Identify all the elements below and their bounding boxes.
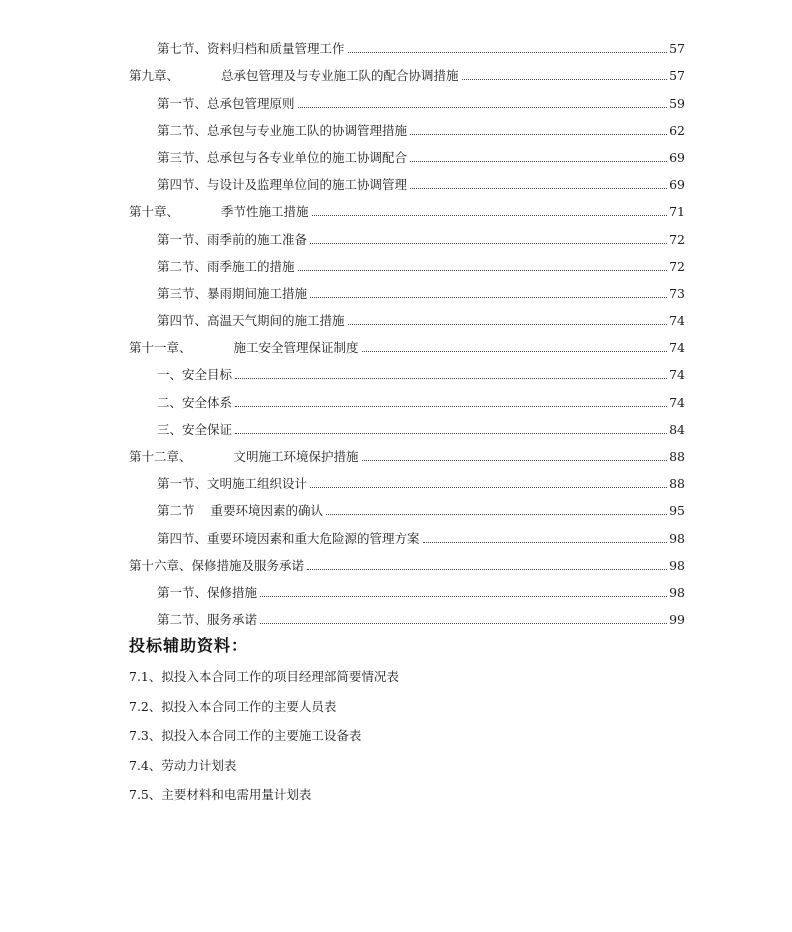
toc-page-number: 88 [669,449,685,464]
toc-title-segment: 第二节、服务承诺 [157,612,258,628]
toc-title-segment: 第二节、雨季施工的措施 [157,258,295,274]
toc-dot-leader [298,107,668,108]
toc-section-entry[interactable] [129,411,685,438]
toc-entry-title [157,476,307,492]
toc-entry-title [157,123,407,139]
toc-dot-leader [298,270,668,271]
toc-entry-title [157,367,232,383]
toc-title-segment: 第一节、雨季前的施工准备 [157,231,308,247]
aux-item: 7.2、拟投入本合同工作的主要人员表 [129,698,337,714]
toc-section-entry[interactable] [129,492,685,519]
toc-title-segment: 第二节 [157,503,195,519]
toc-title-segment: 第二节、总承包与专业施工队的协调管理措施 [157,122,408,138]
toc-section-entry[interactable] [129,166,685,193]
toc-dot-leader [312,215,668,216]
toc-dot-leader [310,243,667,244]
toc-section-entry[interactable] [129,139,685,166]
toc-title-segment: 施工安全管理保证制度 [233,340,359,356]
toc-page-number: 74 [669,367,685,383]
toc-page-number: 72 [669,231,685,247]
toc-dot-leader [362,351,668,352]
toc-page-number: 95 [669,503,685,519]
toc-section-entry[interactable] [129,574,685,601]
toc-entry-title [157,313,345,329]
toc-dot-leader [348,324,668,325]
toc-title-segment: 第九章、 [129,68,180,84]
toc-chapter-entry[interactable] [129,547,685,574]
toc-title-segment: 第十一章、 [129,340,192,356]
toc-page-number: 69 [669,149,685,165]
toc-page-number: 99 [669,612,685,628]
toc-title-segment: 第十二章、 [129,449,192,464]
toc-page-number: 71 [669,204,685,220]
aux-item: 7.3、拟投入本合同工作的主要施工设备表 [129,728,362,743]
toc-section-entry[interactable] [129,112,685,139]
toc-dot-leader [235,433,667,434]
toc-title-segment: 第一节、总承包管理原则 [157,95,295,111]
toc-page-number: 62 [669,122,685,138]
toc-title-segment: 第四节、重要环境因素和重大危险源的管理方案 [157,530,420,546]
toc-entry-title [157,612,257,628]
aux-item: 7.4、劳动力计划表 [129,757,237,773]
toc-title-segment: 第一节、保修措施 [157,584,258,600]
toc-title-segment: 重要环境因素的确认 [210,503,324,519]
toc-dot-leader [348,52,668,53]
aux-item: 7.1、拟投入本合同工作的项目经理部简要情况表 [129,669,399,684]
toc-dot-leader [235,406,667,407]
toc-section-entry[interactable] [129,465,685,492]
toc-section-entry[interactable] [129,30,685,57]
toc-title-segment: 文明施工环境保护措施 [233,449,359,464]
toc-title-segment: 第三节、总承包与各专业单位的施工协调配合 [157,149,408,165]
toc-section-entry[interactable] [129,356,685,383]
toc-dot-leader [410,188,667,189]
toc-title-segment: 总承包管理及与专业施工队的配合协调措施 [221,68,459,84]
toc-title-segment: 第四节、高温天气期间的施工措施 [157,313,345,329]
toc-page-number: 59 [669,95,685,111]
toc-chapter-entry[interactable] [129,329,685,356]
toc-section-entry[interactable] [129,248,685,275]
toc-page-number: 73 [669,285,685,301]
toc-entry-title [157,259,295,275]
toc-title-segment: 第七节、资料归档和质量管理工作 [157,41,345,57]
toc-dot-leader [307,569,667,570]
toc-section-entry[interactable] [129,601,685,628]
toc-dot-leader [423,542,668,543]
toc-dot-leader [260,623,667,624]
toc-dot-leader [310,297,667,298]
aux-materials-list [129,662,399,810]
aux-materials-heading: 投标辅助资料： [129,636,249,655]
toc-page-number: 69 [669,177,685,193]
toc-entry-title [157,422,232,438]
toc-entry-title [129,68,459,84]
toc-title-segment: 第四节、与设计及监理单位间的施工协调管理 [157,177,408,193]
toc-entry-title [129,204,309,220]
toc-entry-title [157,41,345,57]
toc-page-number: 98 [669,530,685,546]
toc-entry-title [157,232,307,248]
toc-chapter-entry[interactable] [129,438,685,465]
toc-page-number: 72 [669,258,685,274]
toc-dot-leader [410,134,667,135]
toc-entry-title [157,177,407,193]
toc-entry-title [157,96,295,112]
toc-entry-title [157,150,407,166]
toc-title-segment: 二、安全体系 [157,394,233,410]
toc-title-segment: 季节性施工措施 [221,204,309,220]
toc-title-segment: 第十章、 [129,204,180,220]
toc-page-number: 74 [669,340,685,356]
toc-entry-title [157,585,257,601]
toc-title-segment: 第十六章、保修措施及服务承诺 [129,557,305,573]
toc-entry-title [129,340,359,356]
toc-entry-title [157,531,420,547]
toc-entry-title [157,503,323,519]
toc-page-number: 57 [669,41,685,57]
toc-entry-title [129,558,304,574]
toc-dot-leader [310,487,667,488]
toc-dot-leader [235,378,667,379]
toc-section-entry[interactable] [129,220,685,247]
toc-page-number: 57 [669,68,685,84]
toc-section-entry[interactable] [129,383,685,410]
toc-page-number: 74 [669,313,685,329]
toc-chapter-entry[interactable] [129,57,685,84]
toc-page-number: 98 [669,584,685,600]
toc-page-number: 84 [669,421,685,437]
table-of-contents [129,30,685,628]
toc-section-entry[interactable] [129,302,685,329]
toc-entry-title [157,395,232,411]
toc-dot-leader [462,79,668,80]
toc-title-segment: 第三节、暴雨期间施工措施 [157,285,308,301]
toc-page-number: 98 [669,557,685,573]
toc-title-segment: 第一节、文明施工组织设计 [157,476,308,492]
toc-dot-leader [260,596,667,597]
toc-entry-title [157,286,307,302]
toc-dot-leader [362,460,668,461]
toc-title-segment: 三、安全保证 [157,421,233,437]
toc-chapter-entry[interactable] [129,193,685,220]
aux-item: 7.5、主要材料和电需用量计划表 [129,787,312,802]
toc-dot-leader [326,514,667,515]
toc-dot-leader [410,161,667,162]
toc-section-entry[interactable] [129,275,685,302]
toc-entry-title [129,449,359,465]
toc-page-number: 74 [669,394,685,410]
toc-page-number: 88 [669,476,685,492]
toc-section-entry[interactable] [129,84,685,111]
toc-title-segment: 一、安全目标 [157,367,233,383]
toc-section-entry[interactable] [129,519,685,546]
